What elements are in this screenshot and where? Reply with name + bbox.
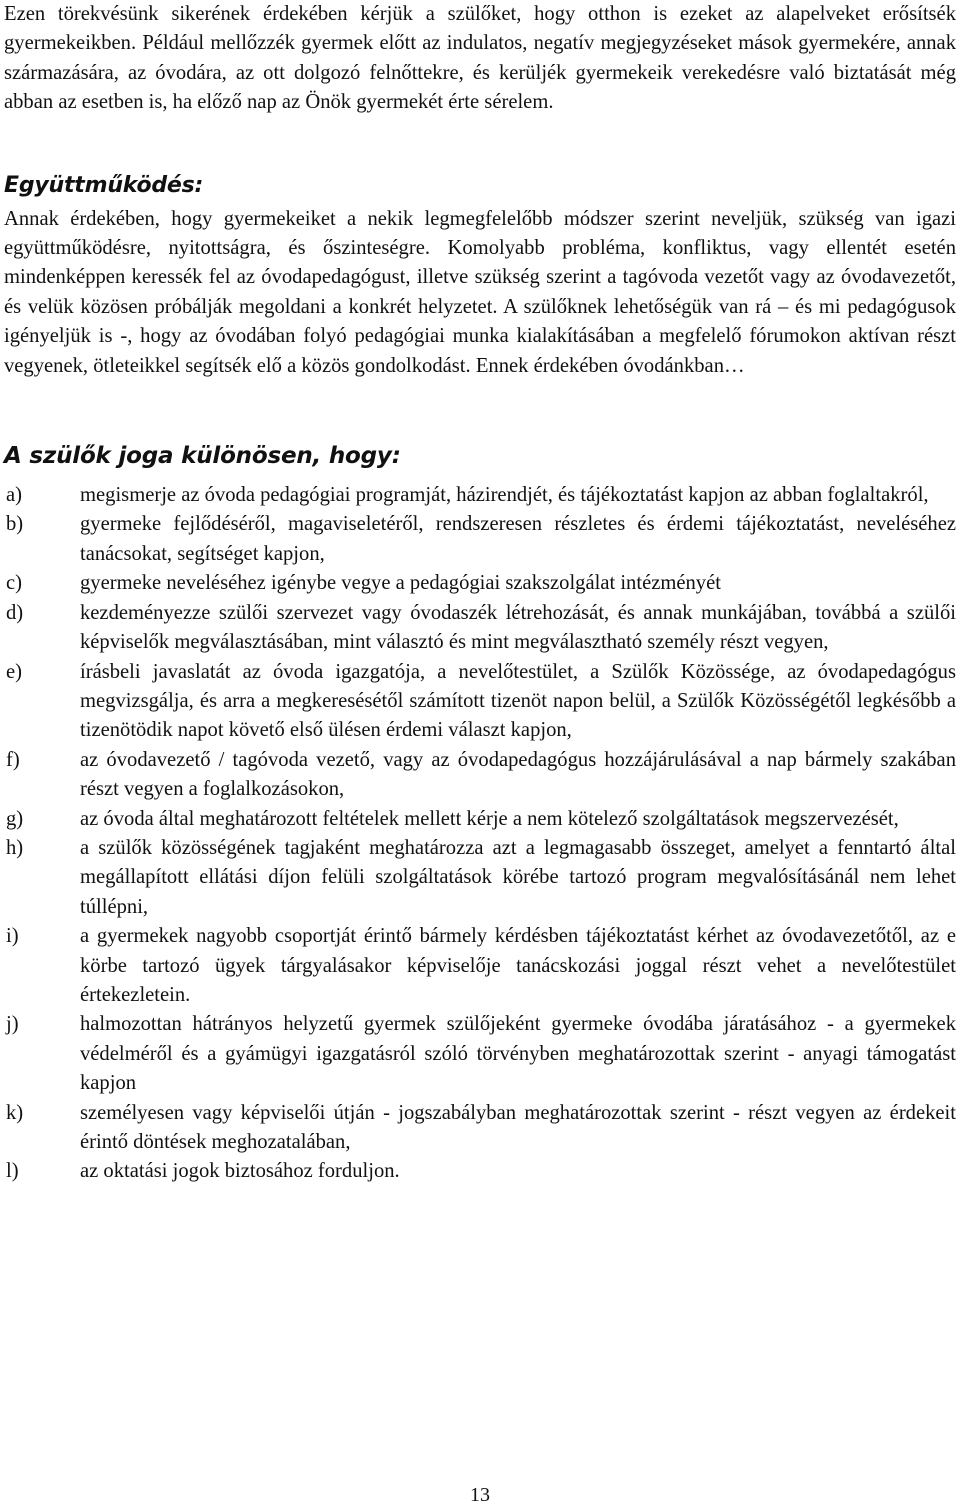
list-item-letter: h)	[6, 836, 24, 859]
list-item-text: gyermeke fejlődéséről, magaviseletéről, rendszeresen részletes és érdemi tájékoztatást, neveléséhez tanácsokat, segítséget kapjon,	[80, 513, 956, 565]
list-item-letter: g)	[6, 807, 24, 830]
list-item-letter: b)	[6, 513, 24, 536]
list-item-letter: c)	[6, 572, 22, 595]
list-item	[4, 481, 956, 510]
list-item	[4, 1157, 956, 1186]
list-item-text: halmozottan hátrányos helyzetű gyermek szülőjeként gyermeke óvodába járatásához - a gyermekek védelméről és a gyámügyi igazgatásról szóló törvényben meghatározottak szerint - anyagi támogatást kapjon	[80, 1013, 956, 1095]
list-item-text: írásbeli javaslatát az óvoda igazgatója, a nevelőtestület, a Szülők Közössége, az óvodapedagógus megvizsgálja, és arra a megkeresésétől számított tizenöt napon belül, a Szülők Közösségétől legkésőbb a tizenötödik napot követő első ülésen érdemi választ kapjon,	[80, 660, 956, 742]
list-item-text: megismerje az óvoda pedagógiai programját, házirendjét, és tájékoztatást kapjon az abban foglaltakról,	[80, 484, 929, 507]
cooperation-paragraph: Annak érdekében, hogy gyermekeiket a nekik legmegfelelőbb módszer szerint neveljük, szükség van igazi együttműködésre, nyitottságra, és őszinteségre. Komolyabb probléma, konfliktus, vagy ellentét esetén mindenképpen keressék fel az óvodapedagógust, illetve szükség szerint a tagóvoda vezetőt vagy az óvodavezetőt, és velük közösen próbálják megoldani a konkrét helyzetet. A szülőknek lehetőségük van rá – és mi pedagógusok igényeljük is -, hogy az óvodában folyó pedagógiai munka kialakításában a megfelelő fórumokon aktívan részt vegyenek, ötleteikkel segítsék elő a közös gondolkodást. Ennek érdekében óvodánkban…	[4, 207, 956, 377]
intro-paragraph: Ezen törekvésünk sikerének érdekében kérjük a szülőket, hogy otthon is ezeket az alapelveket erősítsék gyermekeikben. Például mellőzzék gyermek előtt az indulatos, negatív megjegyzéseket mások gyermekére, annak származására, az óvodára, az ott dolgozó felnőttekre, és kerüljék gyermekeik verekedésre való biztatását még abban az esetben is, ha előző nap az Önök gyermekét érte sérelem.	[4, 3, 956, 114]
list-item	[4, 746, 956, 805]
list-item-letter: j)	[6, 1013, 19, 1036]
list-item	[4, 599, 956, 658]
list-item-text: személyesen vagy képviselői útján - jogszabályban meghatározottak szerint - részt vegyen az érdekeit érintő döntések meghozatalában,	[80, 1101, 956, 1153]
parent-rights-list	[4, 481, 956, 1187]
list-item-text: gyermeke neveléséhez igénybe vegye a pedagógiai szakszolgálat intézményét	[80, 572, 721, 595]
list-item-letter: k)	[6, 1101, 24, 1124]
list-item-letter: d)	[6, 601, 24, 624]
list-item-text: az oktatási jogok biztosához forduljon.	[80, 1160, 400, 1183]
list-item-text: a gyermekek nagyobb csoportját érintő bármely kérdésben tájékoztatást kérhet az óvodavezetőtől, az e körbe tartozó ügyek tárgyalásakor képviselője tanácskozási joggal részt vehet a nevelőtestület értekezletein.	[80, 925, 956, 1006]
list-item	[4, 805, 956, 834]
list-item	[4, 510, 956, 569]
parent-rights-heading: A szülők joga különösen, hogy:	[4, 443, 401, 470]
list-item-text: az óvoda által meghatározott feltételek mellett kérje a nem kötelező szolgáltatások megszervezését,	[80, 807, 899, 830]
list-item	[4, 658, 956, 746]
list-item-text: kezdeményezze szülői szervezet vagy óvodaszék létrehozását, és annak munkájában, továbbá a szülői képviselők megválasztásában, mint választó és mint megválasztható személy részt vegyen,	[80, 601, 956, 654]
list-item-letter: e)	[6, 660, 22, 683]
list-item-letter: i)	[6, 925, 19, 948]
list-item-text: a szülők közösségének tagjaként meghatározza azt a legmagasabb összeget, amelyet a fenntartó által megállapított ellátási díjon felüli szolgáltatások körébe tartozó program megvalósításánál nem lehet túllépni,	[80, 836, 956, 918]
list-item	[4, 922, 956, 1010]
page-number: 13	[470, 1484, 490, 1506]
list-item-letter: f)	[6, 748, 20, 771]
list-item	[4, 569, 956, 598]
list-item	[4, 1010, 956, 1098]
cooperation-heading: Együttműködés:	[4, 172, 204, 198]
list-item	[4, 1099, 956, 1158]
list-item-text: az óvodavezető / tagóvoda vezető, vagy az óvodapedagógus hozzájárulásával a nap bármely szakában részt vegyen a foglalkozásokon,	[80, 748, 956, 801]
list-item-letter: l)	[6, 1160, 19, 1183]
list-item	[4, 834, 956, 922]
list-item-letter: a)	[6, 484, 22, 507]
